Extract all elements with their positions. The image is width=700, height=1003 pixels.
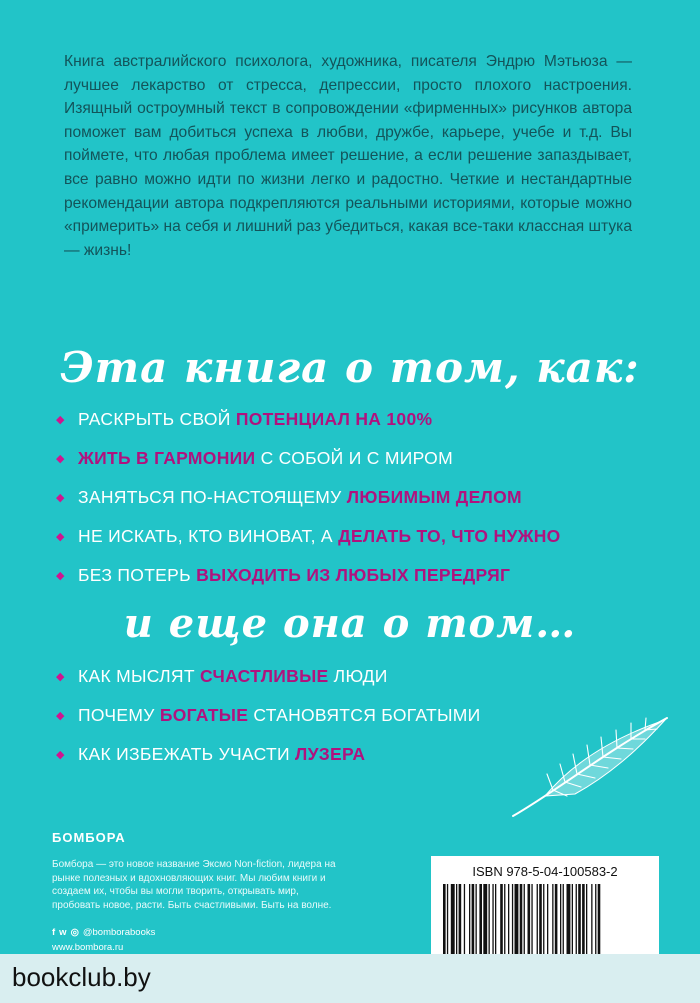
facebook-icon[interactable]: f — [52, 927, 56, 938]
list-item — [56, 478, 561, 517]
bullet-diamond-icon: ◆ — [56, 671, 65, 683]
list-item — [56, 735, 481, 774]
publisher-about: Бомбора — это новое название Эксмо Non-fiction, лидера на рынке полезных и вдохновляющих книг. Мы любим книги и создаем их, чтобы вы могли творить, открывать мир, пробовать новое, расти. Быть счастливыми. Быть на волне. — [52, 859, 336, 911]
item-highlight: ДЕЛАТЬ ТО, ЧТО НУЖНО — [338, 526, 561, 546]
isbn-label: ISBN 978-5-04-100583-2 — [472, 864, 618, 879]
bullet-diamond-icon: ◆ — [56, 710, 65, 722]
item-text: КАК МЫСЛЯТ — [78, 666, 201, 686]
benefits-list — [56, 400, 561, 595]
item-highlight: ЛУЗЕРА — [294, 744, 366, 764]
list-item — [56, 517, 561, 556]
watermark-text[interactable]: bookclub.by — [12, 962, 151, 992]
list-item — [56, 657, 481, 696]
list-item — [56, 556, 561, 595]
item-highlight: ПОТЕНЦИАЛ НА 100% — [235, 409, 433, 429]
bullet-diamond-icon: ◆ — [56, 453, 65, 465]
bullet-diamond-icon: ◆ — [56, 570, 65, 582]
bullet-diamond-icon: ◆ — [56, 492, 65, 504]
bullet-diamond-icon: ◆ — [56, 414, 65, 426]
vk-icon[interactable]: ᴡ — [59, 927, 67, 938]
bullet-diamond-icon: ◆ — [56, 749, 65, 761]
item-text: ПОЧЕМУ — [78, 705, 160, 725]
watermark-footer — [0, 954, 700, 1003]
heading-this-book: Эта книга о том, как: — [60, 343, 640, 392]
social-handle[interactable]: @bomborabooks — [82, 927, 156, 938]
item-highlight: ВЫХОДИТЬ ИЗ ЛЮБЫХ ПЕРЕДРЯГ — [196, 565, 511, 585]
list-item — [56, 400, 561, 439]
publisher-site[interactable]: www.bombora.ru — [52, 942, 124, 953]
item-highlight: ЖИТЬ В ГАРМОНИИ — [78, 448, 256, 468]
item-text-after: СТАНОВЯТСЯ БОГАТЫМИ — [248, 705, 481, 725]
list-item — [56, 439, 561, 478]
feather-icon — [505, 712, 675, 822]
social-links — [52, 927, 155, 938]
item-text: КАК ИЗБЕЖАТЬ УЧАСТИ — [78, 744, 295, 764]
list-item — [56, 696, 481, 735]
item-highlight: СЧАСТЛИВЫЕ — [200, 666, 329, 686]
item-highlight: ЛЮБИМЫМ ДЕЛОМ — [346, 487, 522, 507]
publisher-logo: БОМБОРА — [52, 830, 126, 845]
extras-list — [56, 657, 481, 774]
item-text: БЕЗ ПОТЕРЬ — [78, 565, 197, 585]
heading-also-about: и еще она о том… — [123, 600, 577, 647]
bullet-diamond-icon: ◆ — [56, 531, 65, 543]
item-text-after: С СОБОЙ И С МИРОМ — [255, 448, 453, 468]
item-text: РАСКРЫТЬ СВОЙ — [78, 409, 236, 429]
intro-paragraph: Книга австралийского психолога, художника, писателя Эндрю Мэтьюза — лучшее лекарство от стресса, депрессии, просто плохого настроения. Изящный остроумный текст в сопровождении «фирменных» рисунков автора поможет вам добиться успеха в любви, дружбе, карьере, учебе и т.д. Вы поймете, что любая проблема имеет решение, а если решение запаздывает, все равно можно идти по жизни легко и радостно. Четкие и нестандартные рекомендации автора подкрепляются реальными историями, которые можно «примерить» на себя и лишний раз убедиться, какая все-таки классная штука — жизнь! — [64, 53, 632, 259]
item-text: ЗАНЯТЬСЯ ПО-НАСТОЯЩЕМУ — [78, 487, 347, 507]
item-text: НЕ ИСКАТЬ, КТО ВИНОВАТ, А — [78, 526, 339, 546]
item-highlight: БОГАТЫЕ — [159, 705, 249, 725]
item-text-after: ЛЮДИ — [328, 666, 388, 686]
instagram-icon[interactable]: ◎ — [70, 927, 79, 938]
